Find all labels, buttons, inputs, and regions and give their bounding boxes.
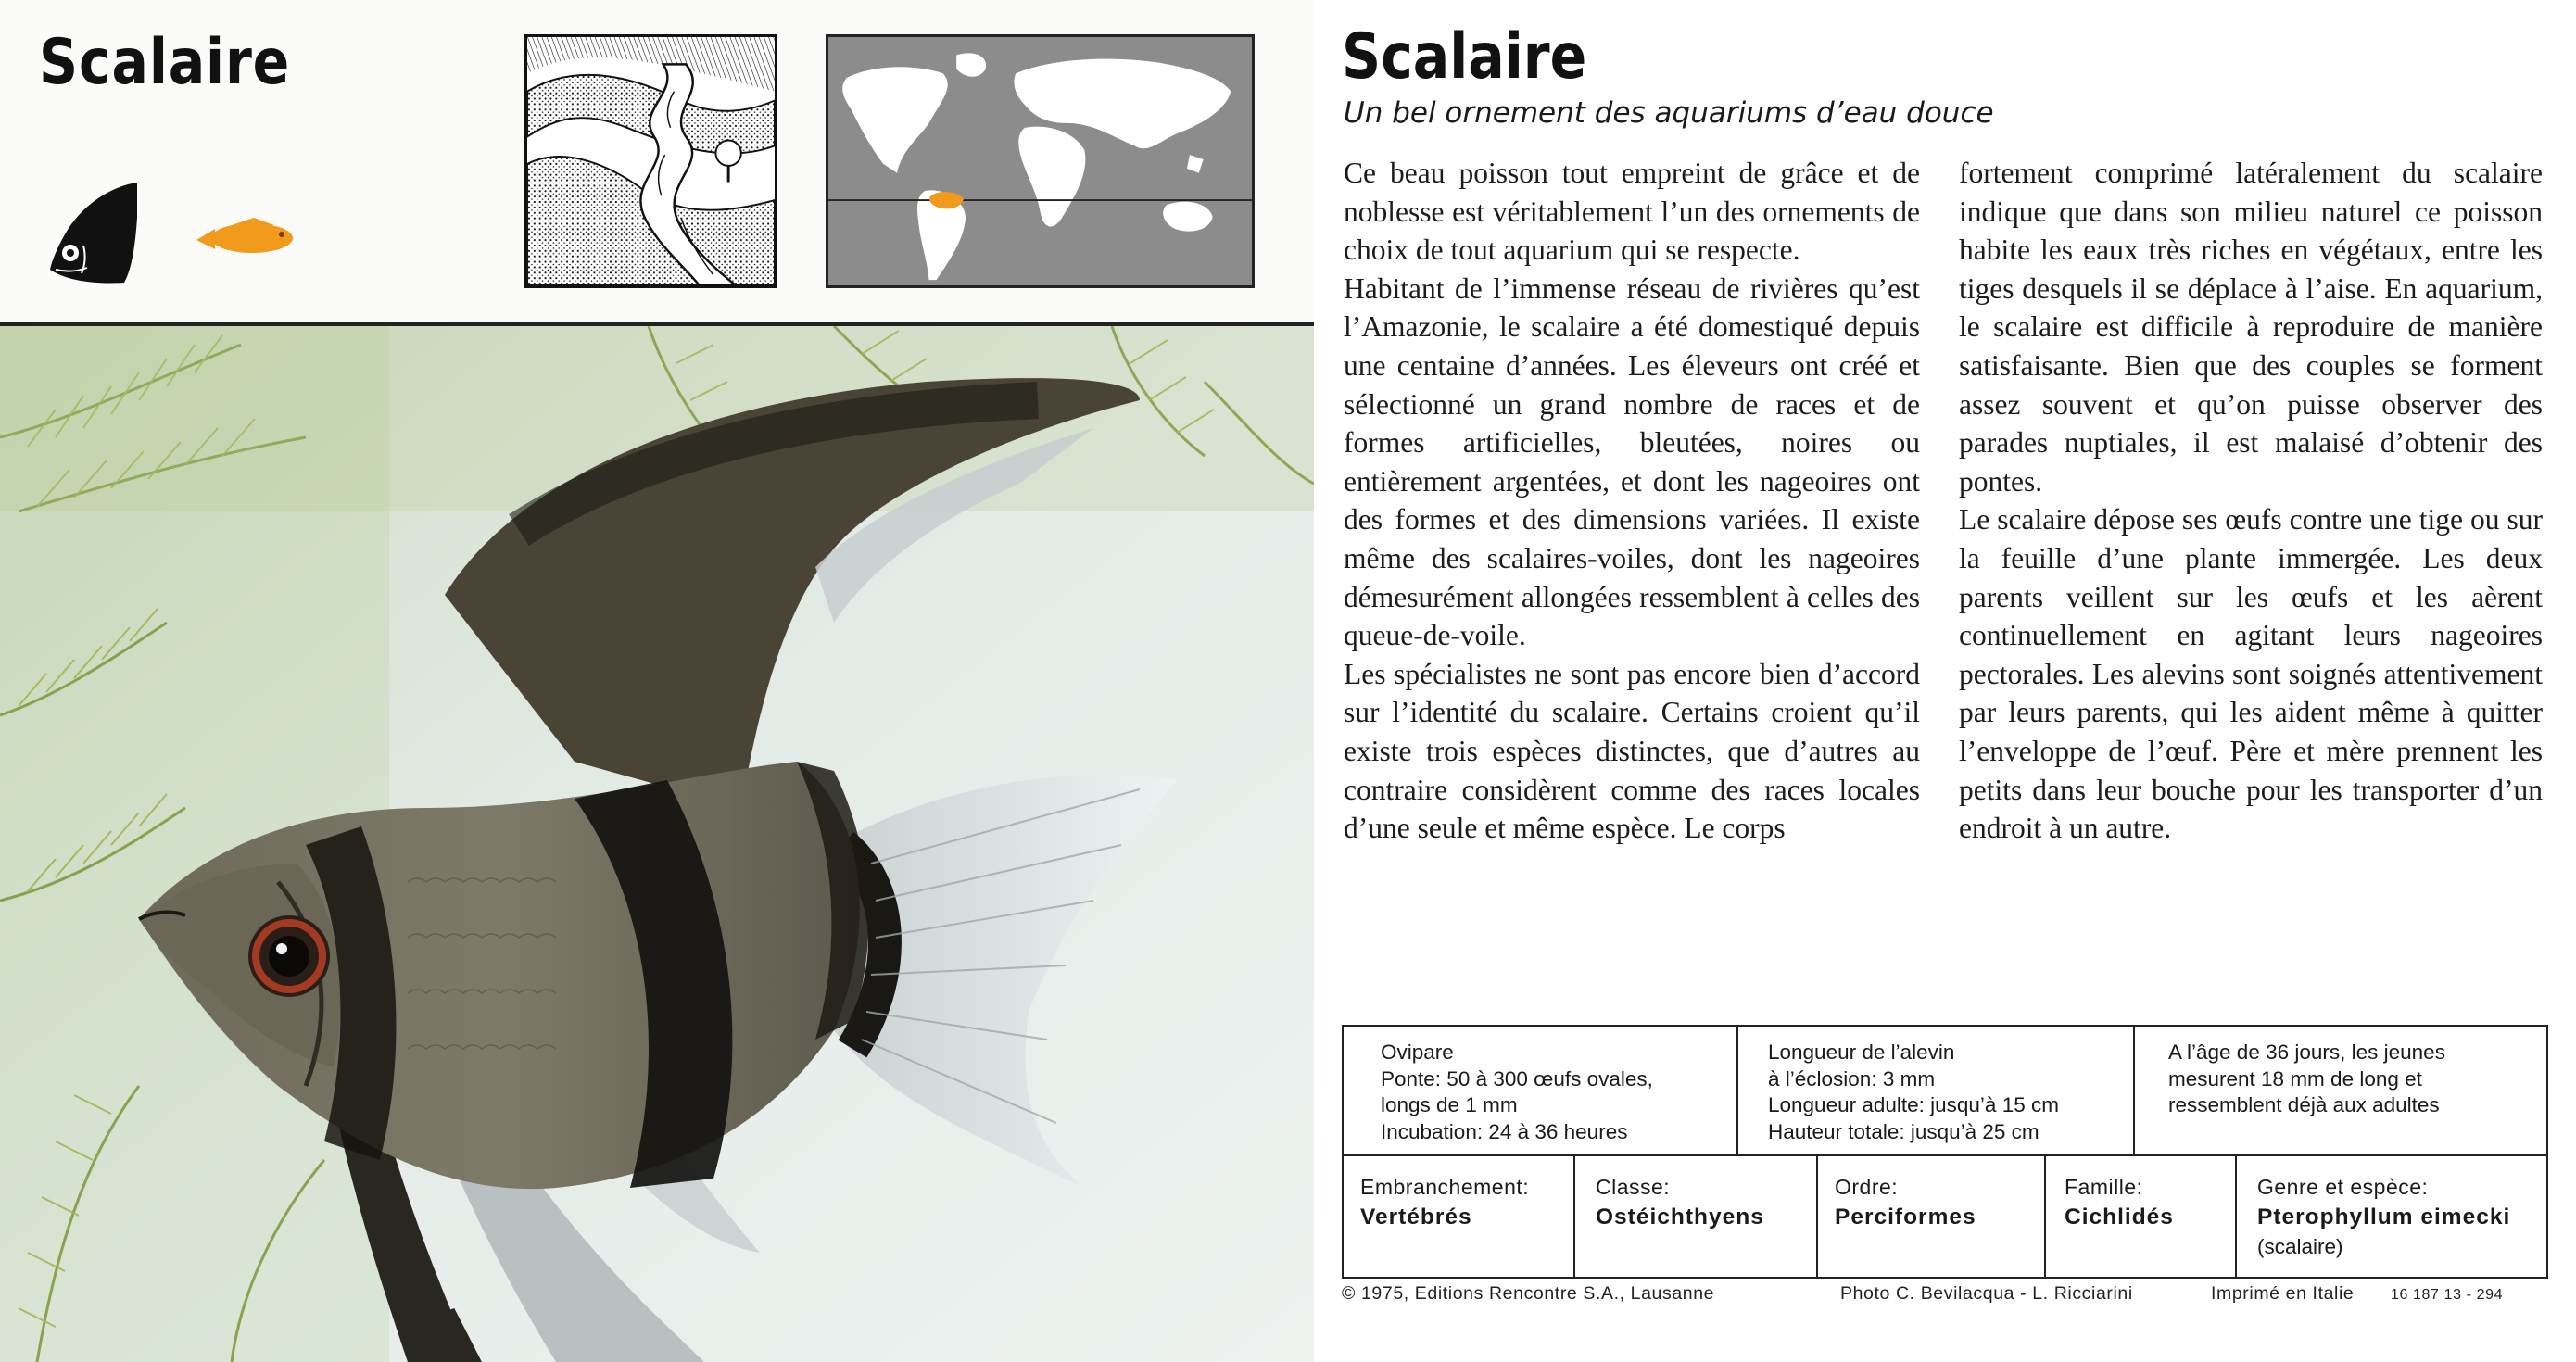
paragraph: fortement comprimé latéralement du scalaire indique que dans son milieu naturel ce poisson habite les eaux très riches en végétaux, entre les tiges desquels il se déplace à l’aise. En aquarium, le scalaire est difficile à reproduire de manière satisfaisante. Bien que des couples se forment assez souvent et qu’on puisse observer des parades nuptiales, il est malaisé d’obtenir des pontes.	[1959, 157, 2543, 498]
column-divider	[1736, 1027, 1738, 1154]
taxon-label: Classe:	[1596, 1175, 1671, 1199]
taxon-embranchement	[1360, 1173, 1572, 1234]
text-column-2	[1959, 154, 2543, 848]
paragraph: Habitant de l’immense réseau de rivières qu’est l’Amazonie, le scalaire a été domestiqué depuis une centaine d’années. Les éleveurs ont créé et sélectionné un grand nombre de races et de formes artificielles, bleutées, noires ou entièrement argentées, et dont les nageoires ont des formes et des dimensions variées. Il existe même des scalaires-voiles, dont les nageoires démesurément allongées ressemblent à celles des queue-de-voile.	[1344, 271, 1920, 652]
column-divider	[2044, 1154, 2046, 1277]
angelfish-photo	[0, 326, 1314, 1362]
fact-line: Longueur de l’alevin	[1768, 1040, 1955, 1064]
taxon-label: Famille:	[2065, 1175, 2143, 1199]
fact-line: Incubation: 24 à 36 heures	[1381, 1119, 1628, 1143]
fact-line: Hauteur totale: jusqu’à 25 cm	[1768, 1119, 2039, 1143]
column-divider	[1573, 1154, 1575, 1277]
card-title: Scalaire	[39, 26, 291, 99]
facts-table	[1342, 1025, 2548, 1279]
taxon-genre-espece	[2257, 1173, 2543, 1261]
taxon-value: Cichlidés	[2065, 1204, 2174, 1230]
right-card	[1314, 0, 2576, 1362]
taxon-famille	[2065, 1173, 2233, 1234]
printed-in: Imprimé en Italie	[2211, 1283, 2355, 1304]
taxon-value: Ostéichthyens	[1596, 1204, 1764, 1230]
taxon-label: Ordre:	[1835, 1175, 1899, 1199]
growth-facts	[2168, 1040, 2539, 1119]
taxon-label: Genre et espèce:	[2257, 1175, 2429, 1199]
habitat-river-illustration	[524, 34, 777, 288]
fact-line: Ponte: 50 à 300 œufs ovales,	[1381, 1066, 1653, 1091]
fact-line: longs de 1 mm	[1381, 1093, 1518, 1116]
paragraph: Les spécialistes ne sont pas encore bien d’accord sur l’identité du scalaire. Certains croient qu’il existe trois espèces distinctes, que d’autres au contraire considèrent comme des races locales d’une seule et même espèce. Le corps	[1344, 657, 1920, 845]
fact-line: Longueur adulte: jusqu’à 15 cm	[1768, 1093, 2059, 1116]
taxon-classe	[1596, 1173, 1814, 1234]
fact-line: Ovipare	[1381, 1040, 1454, 1064]
distribution-map	[826, 34, 1255, 288]
article-subtitle: Un bel ornement des aquariums d’eau douce	[1344, 96, 1994, 130]
paragraph: Le scalaire dépose ses œufs contre une tige ou sur la feuille d’une plante immergée. Les deux parents veillent sur les œufs et les aèrent continuellement en agitant leurs nageoires pectorales. Les alevins sont soignés attentivement par leurs parents, qui les aident même à quitter l’enveloppe de l’œuf. Père et mère prennent les petits dans leur bouche pour les transporter d’un endroit à un autre.	[1959, 503, 2543, 845]
column-divider	[1816, 1154, 1818, 1277]
copyright-notice: © 1975, Editions Rencontre S.A., Lausanne	[1342, 1283, 1715, 1304]
taxon-ordre	[1835, 1173, 2042, 1234]
fact-line: ressemblent déjà aux adultes	[2168, 1093, 2440, 1116]
taxon-value: Vertébrés	[1360, 1204, 1472, 1230]
text-column-1	[1344, 154, 1920, 848]
paragraph: Ce beau poisson tout empreint de grâce et de noblesse est véritablement l’un des ornements de choix de tout aquarium qui se respecte.	[1344, 157, 1920, 267]
size-facts	[1768, 1040, 2129, 1145]
photo-credit: Photo C. Bevilacqua - L. Ricciarini	[1840, 1283, 2133, 1304]
taxon-label: Embranchement:	[1360, 1175, 1530, 1199]
taxon-value: Perciformes	[1835, 1204, 1976, 1230]
card-code: 16 187 13 - 294	[2391, 1287, 2504, 1303]
fish-size-icon	[195, 216, 301, 258]
fish-silhouette-icon	[46, 181, 148, 287]
fact-line: A l’âge de 36 jours, les jeunes	[2168, 1040, 2445, 1064]
fact-line: mesurent 18 mm de long et	[2168, 1066, 2422, 1091]
article-title: Scalaire	[1342, 20, 1587, 94]
taxon-common-name: (scalaire)	[2257, 1235, 2343, 1258]
taxon-value: Pterophyllum eimecki	[2257, 1204, 2511, 1230]
fact-line: à l’éclosion: 3 mm	[1768, 1066, 1936, 1091]
row-divider	[1344, 1154, 2546, 1156]
column-divider	[2133, 1027, 2135, 1154]
column-divider	[2235, 1154, 2237, 1277]
reproduction-facts	[1381, 1040, 1733, 1145]
